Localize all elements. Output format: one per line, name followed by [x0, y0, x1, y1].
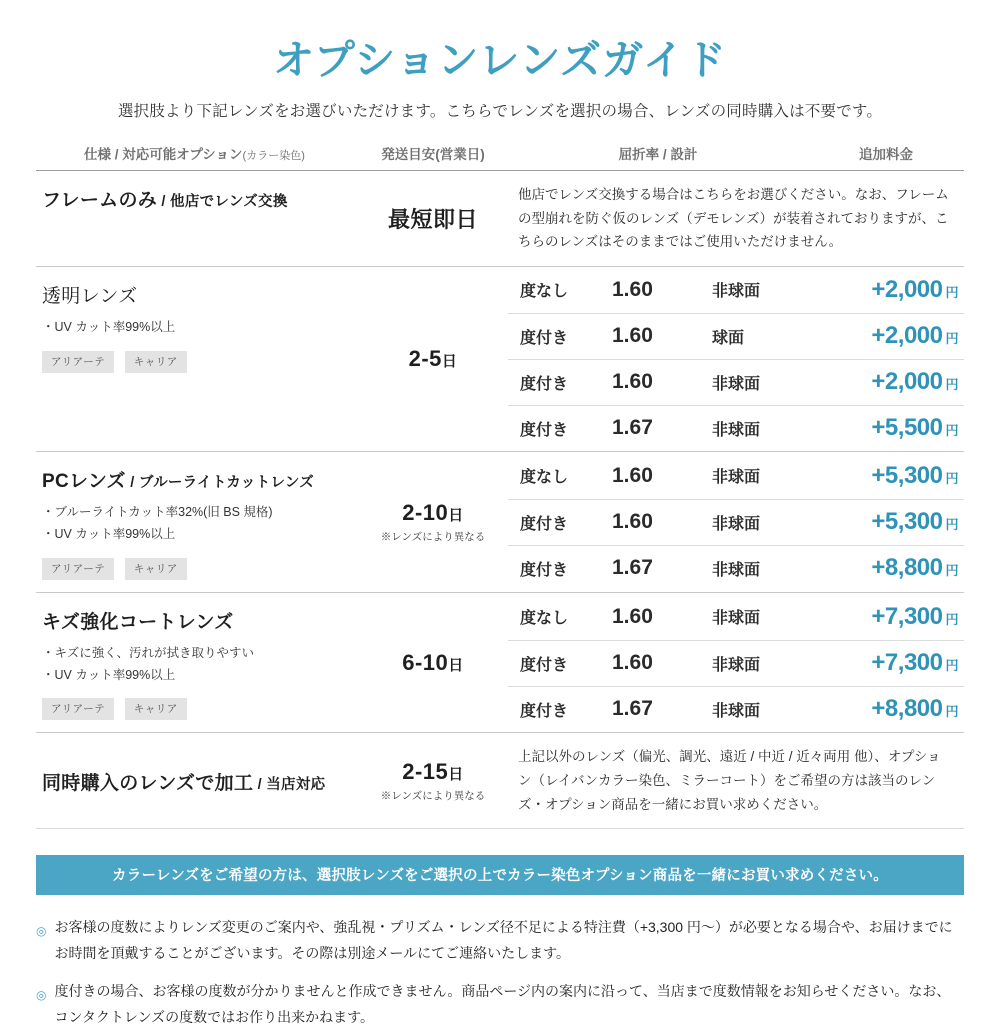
- lens-name: 同時購入のレンズで加工 / 当店対応: [42, 773, 326, 795]
- lens-tags: [42, 351, 348, 373]
- spec-degree: 度付き: [520, 329, 569, 347]
- shipping-note: ※レンズにより異なる: [380, 530, 486, 543]
- lens-description: [36, 593, 358, 733]
- spec-row: [508, 499, 964, 545]
- spec-degree: 度付き: [520, 421, 569, 439]
- column-header-spec-main: 仕様 / 対応可能オプション: [84, 147, 243, 163]
- spec-price: +2,000 円: [871, 275, 958, 303]
- column-header-price: 追加料金: [859, 147, 913, 163]
- lens-description: [36, 452, 358, 592]
- spec-degree: 度付き: [520, 702, 569, 720]
- spec-row: [508, 267, 964, 313]
- bullet: ・キズに強く、汚れが拭き取りやすい: [42, 645, 255, 660]
- lens-name: 透明レンズ: [42, 285, 138, 307]
- spec-degree: 度付き: [520, 561, 569, 579]
- lens-name: キズ強化コートレンズ: [42, 611, 234, 633]
- bullet: ・ブルーライトカット率32%(旧 BS 規格): [42, 504, 273, 519]
- lens-bullets: [42, 643, 348, 687]
- spec-price: +5,300 円: [871, 508, 958, 536]
- tag-carrier: キャリア: [125, 351, 187, 373]
- spec-degree: 度付き: [520, 515, 569, 533]
- lens-description: [36, 171, 358, 266]
- lens-options-table: [36, 170, 964, 829]
- footnote-text: お客様の度数によりレンズ変更のご案内や、強乱視・プリズム・レンズ径不足による特注費（+3,300 円～）が必要となる場合や、お届けまでにお時間を頂戴することがございます。その際は別途メールにてご連絡いたします。: [54, 919, 953, 962]
- spec-index: 1.60: [612, 324, 653, 348]
- column-headers: [36, 143, 964, 170]
- table-row: [36, 451, 964, 592]
- spec-index: 1.60: [612, 604, 653, 628]
- spec-price: +7,300 円: [871, 649, 958, 677]
- shipping-estimate: [358, 733, 508, 828]
- table-row: [36, 592, 964, 733]
- spec-row: [508, 545, 964, 591]
- spec-design: 非球面: [712, 283, 761, 301]
- lens-name: PCレンズ / ブルーライトカットレンズ: [42, 470, 315, 492]
- spec-design: 非球面: [712, 656, 761, 674]
- spec-row: [508, 359, 964, 405]
- tag-ariate: アリアーテ: [42, 351, 114, 373]
- lens-description: [36, 267, 358, 451]
- spec-index: 1.67: [612, 697, 653, 721]
- shipping-estimate: [358, 452, 508, 592]
- spec-degree: 度付き: [520, 656, 569, 674]
- spec-index: 1.67: [612, 556, 653, 580]
- table-row: [36, 170, 964, 266]
- spec-design: 非球面: [712, 561, 761, 579]
- spec-price: +8,800 円: [871, 695, 958, 723]
- spec-degree: 度なし: [520, 610, 569, 628]
- tag-carrier: キャリア: [125, 698, 187, 720]
- lens-description: [36, 733, 358, 828]
- spec-degree: 度なし: [520, 283, 569, 301]
- shipping-value: 2-10日: [402, 499, 464, 525]
- spec-index: 1.67: [612, 416, 653, 440]
- bullet: ・UV カット率99%以上: [42, 319, 176, 334]
- shipping-estimate: [358, 593, 508, 733]
- spec-price: +2,000 円: [871, 322, 958, 350]
- spec-design: 非球面: [712, 702, 761, 720]
- spec-row: [508, 313, 964, 359]
- footnote: [36, 979, 964, 1031]
- spec-index: 1.60: [612, 277, 653, 301]
- shipping-value: 2-15日: [402, 758, 464, 784]
- shipping-value: 2-5日: [408, 345, 458, 371]
- spec-price: +5,500 円: [871, 414, 958, 442]
- spec-list: [508, 267, 964, 451]
- spec-price: +5,300 円: [871, 461, 958, 489]
- spec-design: 非球面: [712, 421, 761, 439]
- spec-index: 1.60: [612, 463, 653, 487]
- lens-tags: [42, 698, 348, 720]
- column-header-spec-note: (カラー染色): [242, 150, 305, 163]
- bullet: ・UV カット率99%以上: [42, 526, 176, 541]
- row-note: 上記以外のレンズ（偏光、調光、遠近 / 中近 / 近々両用 他）、オプション（レイバンカラー染色、ミラーコート）をご希望の方は該当のレンズ・オプション商品を一緒にお買い求めください。: [518, 749, 941, 812]
- spec-degree: 度付き: [520, 375, 569, 393]
- row-note: 他店でレンズ交換する場合はこちらをお選びください。なお、フレームの型崩れを防ぐ仮のレンズ（デモレンズ）が装着されておりますが、こちらのレンズはそのままではご使用いただけません。: [518, 187, 949, 250]
- tag-ariate: アリアーテ: [42, 698, 114, 720]
- lens-bullets: [42, 502, 348, 546]
- shipping-note: ※レンズにより異なる: [380, 789, 486, 802]
- spec-row: [508, 453, 964, 499]
- spec-index: 1.60: [612, 510, 653, 534]
- page-title: オプションレンズガイド: [273, 37, 727, 83]
- shipping-value: 最短即日: [387, 207, 478, 233]
- spec-row: [508, 405, 964, 451]
- spec-design: 非球面: [712, 375, 761, 393]
- color-lens-banner: カラーレンズをご希望の方は、選択肢レンズをご選択の上でカラー染色オプション商品を一緒にお買い求めください。: [36, 855, 964, 895]
- spec-design: 非球面: [712, 515, 761, 533]
- circle-bullet-icon: ◎: [36, 924, 47, 939]
- column-header-index-design: 屈折率 / 設計: [618, 147, 698, 163]
- lens-name: フレームのみ / 他店でレンズ交換: [42, 190, 288, 212]
- spec-index: 1.60: [612, 651, 653, 675]
- shipping-estimate: [358, 171, 508, 266]
- spec-list: [508, 452, 964, 592]
- tag-ariate: アリアーテ: [42, 558, 114, 580]
- spec-design: 非球面: [712, 469, 761, 487]
- lens-tags: [42, 558, 348, 580]
- spec-list: [508, 593, 964, 733]
- bullet: ・UV カット率99%以上: [42, 667, 176, 682]
- footnotes: [36, 915, 964, 1031]
- column-header-spec: [36, 143, 358, 163]
- footnote: [36, 915, 964, 967]
- table-bottom-rule: [36, 828, 964, 829]
- spec-row: [508, 594, 964, 640]
- spec-price: +2,000 円: [871, 368, 958, 396]
- spec-index: 1.60: [612, 370, 653, 394]
- tag-carrier: キャリア: [125, 558, 187, 580]
- shipping-estimate: [358, 267, 508, 451]
- table-row: [36, 266, 964, 451]
- spec-price: +8,800 円: [871, 554, 958, 582]
- footnote-text: 度付きの場合、お客様の度数が分かりませんと作成できません。商品ページ内の案内に沿って、当店まで度数情報をお知らせください。なお、コンタクトレンズの度数ではお作り出来かねます。: [54, 983, 951, 1026]
- column-header-shipping: 発送目安(営業日): [381, 147, 485, 163]
- spec-design: 球面: [712, 329, 745, 347]
- table-row: [36, 732, 964, 828]
- shipping-value: 6-10日: [402, 649, 464, 675]
- circle-bullet-icon: ◎: [36, 988, 47, 1003]
- page-subtitle: 選択肢より下記レンズをお選びいただけます。こちらでレンズを選択の場合、レンズの同時購入は不要です。: [117, 103, 883, 121]
- spec-degree: 度なし: [520, 469, 569, 487]
- spec-row: [508, 686, 964, 732]
- spec-row: [508, 640, 964, 686]
- spec-price: +7,300 円: [871, 602, 958, 630]
- spec-design: 非球面: [712, 610, 761, 628]
- lens-bullets: [42, 317, 348, 339]
